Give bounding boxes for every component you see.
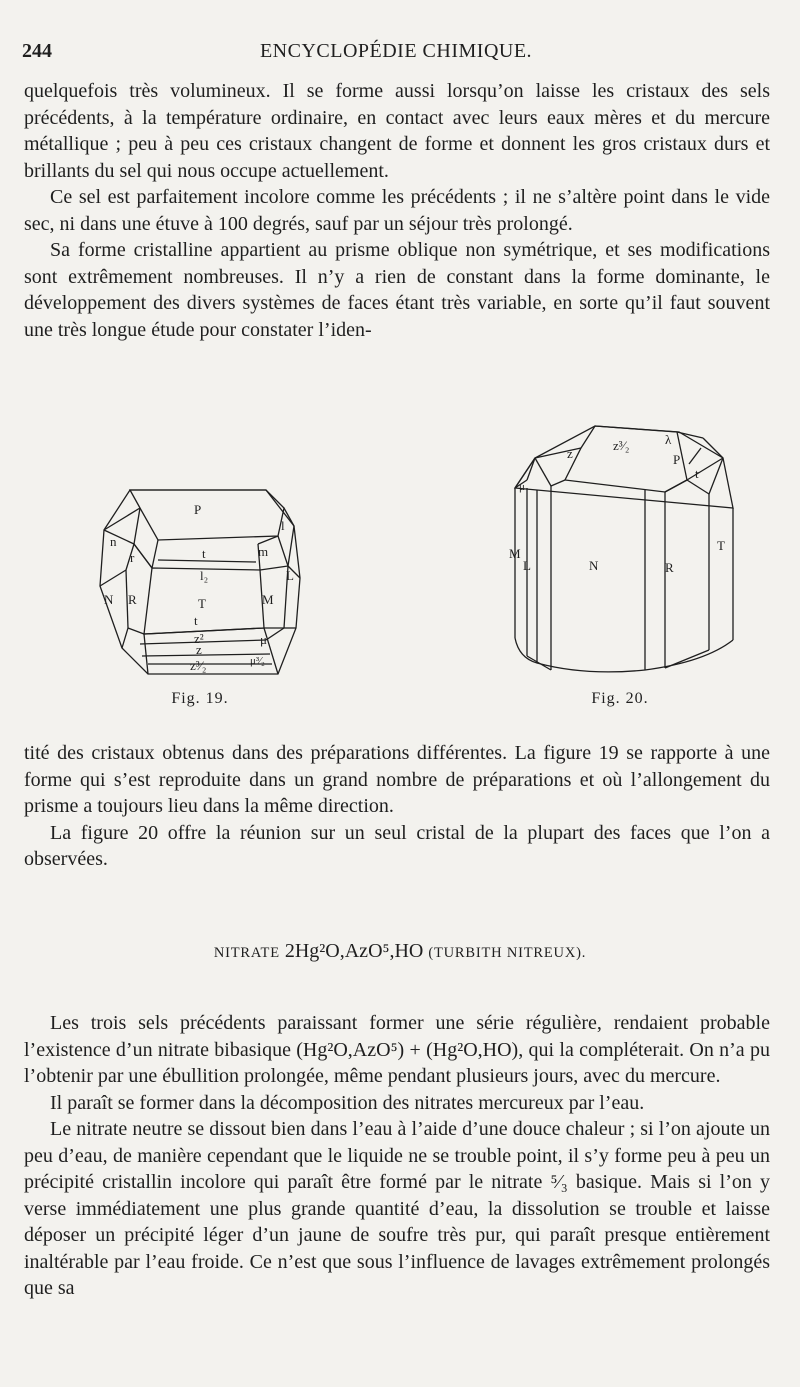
bottom-text-block: [24, 1010, 770, 1302]
crystal-figure-20: [505, 418, 745, 688]
figure-19-caption: Fig. 19.: [171, 690, 229, 707]
label-T: T: [198, 596, 206, 611]
label-t: t: [202, 546, 206, 561]
label-z32: z³⁄₂: [613, 438, 630, 453]
heading-prefix: NITRATE: [213, 945, 280, 961]
crystal-figure-19: [88, 478, 308, 688]
label-P: P: [673, 452, 681, 467]
label-z32: z³⁄₂: [190, 658, 207, 673]
paragraph: Le nitrate neutre se dissout bien dans l’eau à l’aide d’une douce chaleur ; si l’on ajoute un peu d’eau, de manière cependant que le liquide ne se trouble point, il s’y forme peu à peu un précipité cristallin incolore qui paraît être formé par le nitrate ⁵⁄₃ basique. Mais si l’on y verse immédiatement une plus grande quantité d’eau, la dissolution se trouble et laisse déposer un précipité léger d’un jaune de soufre très pur, qui paraît presque entièrement inaltérable par l’eau froide. Ce n’est que sous l’influence de lavages extrêmement prolongés que sa: [24, 1118, 770, 1299]
label-L: L: [523, 558, 531, 573]
page-header: [22, 40, 770, 68]
label-z2: z²: [194, 631, 204, 646]
label-z: z: [196, 642, 202, 657]
label-z: z: [567, 446, 573, 461]
label-t-lower: t: [194, 613, 198, 628]
paragraph: Il paraît se former dans la décomposition des nitrates mercureux par l’eau.: [50, 1091, 645, 1114]
label-M: M: [262, 592, 274, 607]
label-l2: l₂: [200, 568, 209, 583]
label-mu: μ: [260, 632, 267, 647]
paragraph: Sa forme cristalline appartient au prisme oblique non symétrique, et ses modifications sont extrêmement nombreuses. Il n’y a rien de constant dans la forme dominante, le développement des divers systèmes de faces étant très variable, en sorte qu’il faut souvent une très longue étude pour constater l’iden-: [24, 239, 770, 341]
paragraph: Ce sel est parfaitement incolore comme les précédents ; il ne s’altère point dans le vide sec, ni dans une étuve à 100 degrés, sauf par un séjour très prolongé.: [24, 186, 770, 235]
label-T: T: [717, 538, 725, 553]
label-R: R: [128, 592, 137, 607]
paragraph: tité des cristaux obtenus dans des préparations différentes. La figure 19 se rapporte à une forme qui s’est reproduite dans un grand nombre de préparations et où l’allongement du prisme a toujours lieu dans la même direction.: [24, 742, 770, 817]
label-L: L: [286, 568, 294, 583]
label-t: t: [695, 466, 699, 481]
section-heading: [0, 940, 800, 963]
running-title: ENCYCLOPÉDIE CHIMIQUE.: [259, 40, 533, 62]
heading-formula: 2Hg²O,AzO⁵,HO: [284, 940, 424, 962]
figure-20-caption: Fig. 20.: [591, 690, 649, 707]
label-P: P: [194, 502, 202, 517]
top-text-block: [24, 78, 770, 343]
label-n: n: [110, 534, 117, 549]
paragraph: Les trois sels précédents paraissant former une série régulière, rendaient probable l’existence d’un nitrate bibasique (Hg²O,AzO⁵) + (Hg²O,HO), qui la compléterait. On n’a pu l’obtenir par une ébullition prolongée, même pendant plusieurs jours, avec du mercure.: [24, 1012, 770, 1087]
label-N: N: [589, 558, 599, 573]
paragraph: quelquefois très volumineux. Il se forme aussi lorsqu’on laisse les cristaux des sels précédents, à la température ordinaire, en contact avec leurs eaux mères et du mercure métallique ; peu à peu ces cristaux changent de forme et donnent les gros cristaux durs et brillants du sel qui nous occupe actuellement.: [24, 80, 770, 182]
label-m: m: [258, 544, 269, 559]
page-number: 244: [22, 40, 52, 62]
heading-suffix: (TURBITH NITREUX).: [428, 945, 587, 961]
paragraph: La figure 20 offre la réunion sur un seul cristal de la plupart des faces que l’on a observées.: [24, 821, 770, 870]
middle-text-block: [24, 740, 770, 873]
label-r: r: [130, 550, 135, 565]
label-lambda: λ: [665, 432, 672, 447]
label-mu32: μ³⁄₂: [250, 655, 265, 667]
label-mu: μ: [519, 481, 525, 493]
label-M: M: [509, 546, 521, 561]
label-R: R: [665, 560, 674, 575]
label-l: l: [281, 518, 285, 533]
label-N: N: [104, 592, 114, 607]
